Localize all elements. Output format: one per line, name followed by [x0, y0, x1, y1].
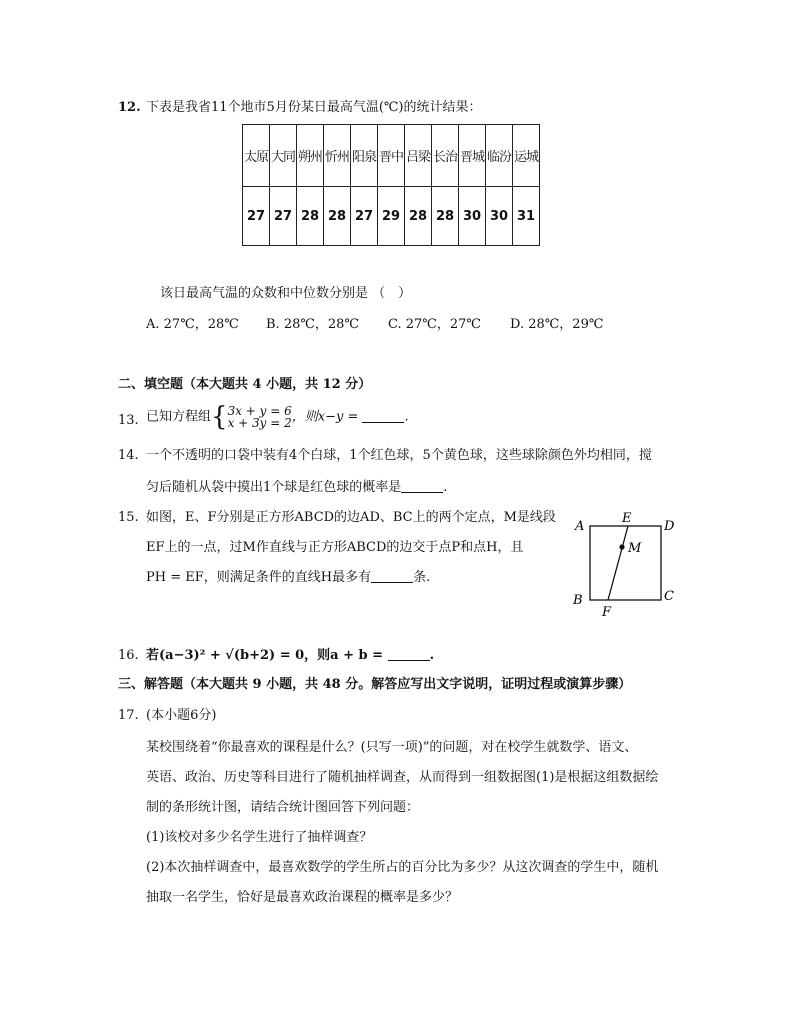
temp-cell: 30 — [486, 187, 513, 246]
q15-end: 条. — [413, 570, 431, 585]
q12-option-b: B. 28℃，28℃ — [266, 317, 359, 332]
q14-end: . — [443, 480, 448, 495]
temp-cell: 28 — [405, 187, 432, 246]
temp-cell: 27 — [270, 187, 297, 246]
section3-title: 三、解答题（本大题共 9 小题，共 48 分。解答应写出文字说明，证明过程或演算步骤） — [118, 677, 632, 692]
q12-option-a: A. 27℃，28℃ — [146, 317, 239, 332]
q13-number: 13. — [118, 413, 139, 428]
city-cell: 运城 — [513, 125, 540, 187]
temp-cell: 30 — [459, 187, 486, 246]
temp-cell: 29 — [378, 187, 405, 246]
q12-option-c: C. 27℃，27℃ — [388, 317, 481, 332]
q15-line3: PH = EF，则满足条件的直线H最多有 — [146, 570, 372, 585]
city-cell: 阳泉 — [351, 125, 378, 187]
q13-text — [146, 404, 409, 431]
q12-question: 该日最高气温的众数和中位数分别是 （ ） — [160, 286, 412, 301]
equation-1: 3x + y = 6 — [227, 404, 292, 418]
q13-suffix: ，则x−y = — [291, 409, 363, 425]
brace-icon: { — [211, 402, 228, 432]
q12-number: 12. — [118, 100, 141, 115]
answer-blank — [362, 410, 404, 423]
equation-2: x + 3y = 2 — [227, 416, 292, 430]
section2-title: 二、填空题（本大题共 4 小题，共 12 分） — [118, 377, 372, 392]
point-m — [619, 544, 624, 549]
label-b: B — [573, 593, 583, 608]
q17-sub1: (1)该校对多少名学生进行了抽样调查？ — [146, 830, 373, 845]
label-f: F — [602, 605, 612, 620]
city-cell: 太原 — [243, 125, 270, 187]
temp-cell: 28 — [324, 187, 351, 246]
q15-line3-wrap — [146, 569, 430, 587]
q14-line1: 一个不透明的口袋中装有4个白球，1个红色球，5个黄色球，这些球除颜色外均相同，搅 — [146, 448, 652, 463]
q17-line2: 英语、政治、历史等科目进行了随机抽样调查，从而得到一组数据图(1)是根据这组数据绘 — [146, 770, 659, 785]
temp-cell: 28 — [432, 187, 459, 246]
q17-line3: 制的条形统计图，请结合统计图回答下列问题： — [146, 800, 420, 815]
q16-number: 16. — [118, 648, 139, 663]
q16-text: 若(a−3)² + √(b+2) = 0，则a + b = — [146, 648, 388, 663]
city-cell: 忻州 — [324, 125, 351, 187]
answer-blank — [371, 570, 413, 583]
temp-cell: 31 — [513, 187, 540, 246]
city-cell: 临汾 — [486, 125, 513, 187]
city-cell: 大同 — [270, 125, 297, 187]
q17-sub2a: (2)本次抽样调查中，最喜欢数学的学生所占的百分比为多少？从这次调查的学生中，随机 — [146, 860, 659, 875]
q14-line2: 匀后随机从袋中摸出1个球是红色球的概率是 — [146, 480, 402, 495]
answer-blank — [401, 480, 443, 493]
temperature-table — [242, 124, 540, 246]
city-row — [243, 125, 540, 187]
city-cell: 吕梁 — [405, 125, 432, 187]
label-e: E — [622, 511, 632, 526]
q12-stem: 下表是我省11个地市5月份某日最高气温(℃)的统计结果： — [146, 100, 482, 115]
temp-cell: 28 — [297, 187, 324, 246]
label-m: M — [628, 541, 642, 556]
answer-blank — [388, 648, 430, 661]
q16-end: . — [429, 648, 435, 663]
q17-line1: 某校围绕着“你最喜欢的课程是什么？(只写一项)”的问题，对在校学生就数学、语文、 — [146, 740, 638, 755]
q13-end: . — [404, 409, 409, 425]
square-figure — [568, 506, 684, 620]
q15-line2: EF上的一点，过M作直线与正方形ABCD的边交于点P和点H，且 — [146, 540, 524, 555]
city-cell: 晋中 — [378, 125, 405, 187]
equation-system — [228, 405, 292, 429]
temp-cell: 27 — [351, 187, 378, 246]
q15-line1: 如图，E、F分别是正方形ABCD的边AD、BC上的两个定点，M是线段 — [146, 510, 556, 525]
temp-row — [243, 187, 540, 246]
q14-number: 14. — [118, 448, 139, 463]
q13-prefix: 已知方程组 — [146, 409, 212, 425]
label-d: D — [664, 519, 675, 534]
city-cell: 晋城 — [459, 125, 486, 187]
temp-cell: 27 — [243, 187, 270, 246]
q17-score: (本小题6分) — [146, 708, 217, 723]
city-cell: 长治 — [432, 125, 459, 187]
label-c: C — [664, 589, 674, 604]
city-cell: 朔州 — [297, 125, 324, 187]
label-a: A — [575, 519, 585, 534]
q17-number: 17. — [118, 708, 139, 723]
q14-line2-wrap — [146, 479, 447, 497]
segment-ef — [608, 526, 628, 600]
q12-option-d: D. 28℃，29℃ — [510, 317, 604, 332]
q15-number: 15. — [118, 510, 139, 525]
q17-sub2b: 抽取一名学生，恰好是最喜欢政治课程的概率是多少？ — [146, 890, 459, 905]
q16-text-wrap — [146, 647, 434, 665]
